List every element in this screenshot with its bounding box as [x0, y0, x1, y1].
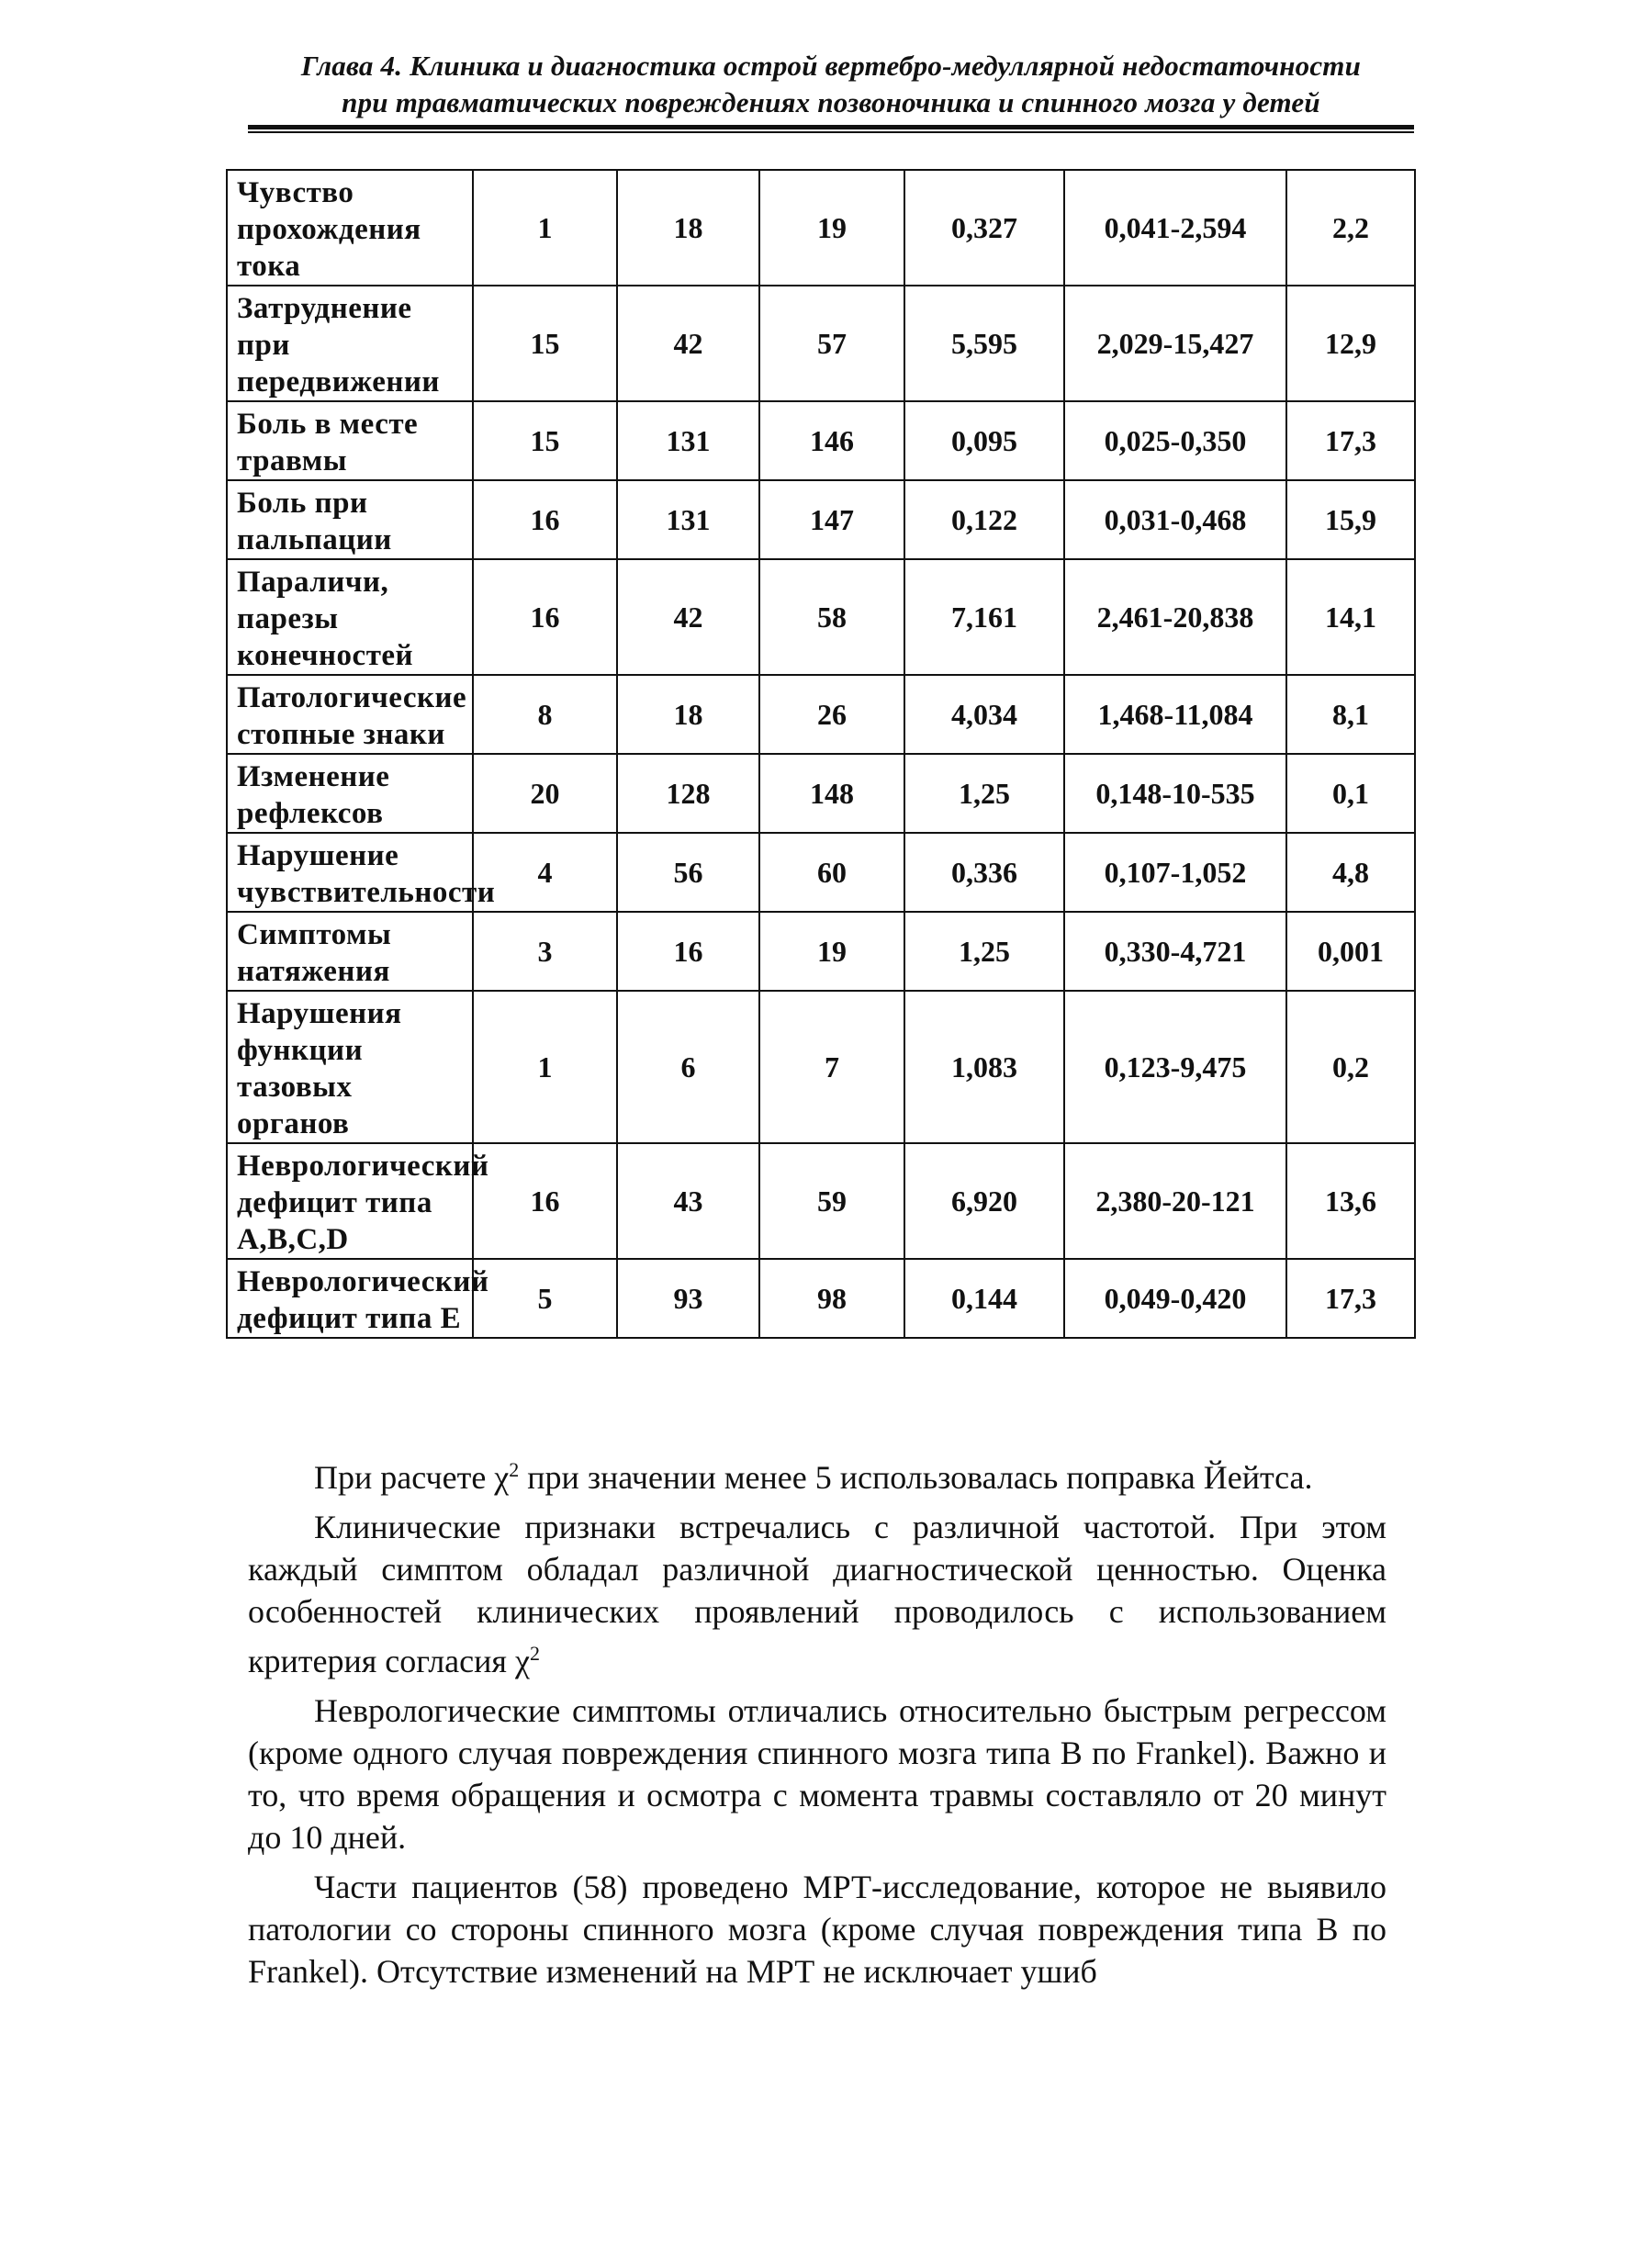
table-cell-c5: 1,468-11,084 [1064, 675, 1286, 754]
table-cell-c3: 19 [759, 170, 904, 286]
table-cell-c1: 1 [473, 991, 617, 1143]
table-cell-c5: 0,148-10-535 [1064, 754, 1286, 833]
table-cell-c2: 131 [617, 401, 759, 480]
table-cell-c1: 16 [473, 559, 617, 675]
table-cell-c2: 93 [617, 1259, 759, 1338]
table-cell-c5: 0,123-9,475 [1064, 991, 1286, 1143]
table-cell-c3: 59 [759, 1143, 904, 1259]
table-cell-c3: 146 [759, 401, 904, 480]
table-cell-c6: 17,3 [1286, 1259, 1415, 1338]
table-row [227, 559, 1415, 675]
table-cell-c6: 13,6 [1286, 1143, 1415, 1259]
table-cell-c1: 20 [473, 754, 617, 833]
table-row [227, 912, 1415, 991]
symptom-table [226, 169, 1416, 1339]
table-cell-c1: 4 [473, 833, 617, 912]
symptom-label: Симптомы натяжения [227, 912, 473, 991]
table-cell-c1: 16 [473, 480, 617, 559]
table-cell-c2: 42 [617, 559, 759, 675]
table-cell-c6: 0,001 [1286, 912, 1415, 991]
table-cell-c5: 2,461-20,838 [1064, 559, 1286, 675]
paragraph-1-start: При расчете χ [314, 1459, 510, 1496]
table-cell-c4: 0,144 [904, 1259, 1064, 1338]
table-cell-c3: 60 [759, 833, 904, 912]
running-header [248, 48, 1414, 121]
table-cell-c5: 2,380-20-121 [1064, 1143, 1286, 1259]
running-header-line-2: при травматических повреждениях позвоночника и спинного мозга у детей [342, 86, 1320, 118]
table-cell-c5: 2,029-15,427 [1064, 286, 1286, 401]
body-text [248, 1449, 1386, 2000]
paragraph-2 [248, 1506, 1386, 1682]
table-cell-c5: 0,041-2,594 [1064, 170, 1286, 286]
table-cell-c1: 8 [473, 675, 617, 754]
table-cell-c3: 7 [759, 991, 904, 1143]
table-row [227, 480, 1415, 559]
table-cell-c4: 7,161 [904, 559, 1064, 675]
symptom-label: Нарушение чувствительности [227, 833, 473, 912]
table-cell-c2: 6 [617, 991, 759, 1143]
table-cell-c6: 15,9 [1286, 480, 1415, 559]
table-cell-c1: 5 [473, 1259, 617, 1338]
table-row [227, 1143, 1415, 1259]
table-cell-c5: 0,049-0,420 [1064, 1259, 1286, 1338]
table-row [227, 991, 1415, 1143]
symptom-label: Неврологический дефицит типа Е [227, 1259, 473, 1338]
paragraph-1-end: при значении менее 5 использовалась поправка Йейтса. [519, 1459, 1313, 1496]
table-cell-c2: 18 [617, 170, 759, 286]
running-header-line-1: Глава 4. Клиника и диагностика острой вертебро-медуллярной недостаточности [300, 50, 1362, 82]
table-cell-c3: 19 [759, 912, 904, 991]
table-cell-c6: 4,8 [1286, 833, 1415, 912]
table-body [227, 170, 1415, 1338]
table-cell-c4: 1,083 [904, 991, 1064, 1143]
table-cell-c6: 2,2 [1286, 170, 1415, 286]
symptom-label: Чувство прохождения тока [227, 170, 473, 286]
header-rule [248, 125, 1414, 133]
table-cell-c1: 1 [473, 170, 617, 286]
paragraph-2-text: Клинические признаки встречались с различной частотой. При этом каждый симптом обладал различной диагностической ценностью. Оценка особенностей клинических проявлений проводилось с использованием критерия согласия χ [248, 1509, 1386, 1679]
table-cell-c4: 0,327 [904, 170, 1064, 286]
table-cell-c2: 18 [617, 675, 759, 754]
table-cell-c2: 42 [617, 286, 759, 401]
table-cell-c4: 5,595 [904, 286, 1064, 401]
table-cell-c4: 0,095 [904, 401, 1064, 480]
symptom-label: Неврологический дефицит типа A,B,C,D [227, 1143, 473, 1259]
chi-square-superscript: 2 [509, 1458, 520, 1481]
table-cell-c2: 43 [617, 1143, 759, 1259]
table-cell-c3: 147 [759, 480, 904, 559]
table-cell-c2: 16 [617, 912, 759, 991]
table-row [227, 675, 1415, 754]
table-cell-c1: 16 [473, 1143, 617, 1259]
table-cell-c5: 0,031-0,468 [1064, 480, 1286, 559]
table-row [227, 170, 1415, 286]
table-cell-c4: 0,336 [904, 833, 1064, 912]
table-row [227, 754, 1415, 833]
table-cell-c6: 8,1 [1286, 675, 1415, 754]
table-cell-c2: 131 [617, 480, 759, 559]
symptom-label: Параличи, парезы конечностей [227, 559, 473, 675]
table-cell-c1: 15 [473, 401, 617, 480]
table-cell-c5: 0,330-4,721 [1064, 912, 1286, 991]
table-cell-c5: 0,107-1,052 [1064, 833, 1286, 912]
symptom-label: Затруднение при передвижении [227, 286, 473, 401]
table-row [227, 401, 1415, 480]
table-cell-c3: 148 [759, 754, 904, 833]
symptom-label: Нарушения функции тазовых органов [227, 991, 473, 1143]
table-cell-c4: 6,920 [904, 1143, 1064, 1259]
paragraph-1 [248, 1449, 1386, 1499]
table-cell-c3: 26 [759, 675, 904, 754]
symptom-label: Боль в месте травмы [227, 401, 473, 480]
table-row [227, 286, 1415, 401]
table-cell-c2: 56 [617, 833, 759, 912]
table-cell-c4: 0,122 [904, 480, 1064, 559]
table-cell-c4: 1,25 [904, 912, 1064, 991]
table-cell-c1: 15 [473, 286, 617, 401]
table-cell-c1: 3 [473, 912, 617, 991]
table-cell-c6: 0,1 [1286, 754, 1415, 833]
paragraph-3: Неврологические симптомы отличались относительно быстрым регрессом (кроме одного случая повреждения спинного мозга типа В по Frankel). Важно и то, что время обращения и осмотра с момента травмы составляло от 20 минут до 10 дней. [248, 1692, 1386, 1856]
table-cell-c3: 58 [759, 559, 904, 675]
symptom-label: Изменение рефлексов [227, 754, 473, 833]
table-cell-c6: 14,1 [1286, 559, 1415, 675]
table-cell-c5: 0,025-0,350 [1064, 401, 1286, 480]
symptom-label: Патологические стопные знаки [227, 675, 473, 754]
chi-square-superscript: 2 [529, 1642, 540, 1665]
table-cell-c2: 128 [617, 754, 759, 833]
table-cell-c6: 0,2 [1286, 991, 1415, 1143]
table-cell-c3: 57 [759, 286, 904, 401]
table-row [227, 1259, 1415, 1338]
symptom-label: Боль при пальпации [227, 480, 473, 559]
table-cell-c4: 4,034 [904, 675, 1064, 754]
paragraph-4: Части пациентов (58) проведено МРТ-исследование, которое не выявило патологии со стороны спинного мозга (кроме случая повреждения типа В по Frankel). Отсутствие изменений на МРТ не исключает ушиб [248, 1869, 1386, 1990]
table-cell-c3: 98 [759, 1259, 904, 1338]
table-cell-c6: 12,9 [1286, 286, 1415, 401]
table-cell-c6: 17,3 [1286, 401, 1415, 480]
table-row [227, 833, 1415, 912]
table-cell-c4: 1,25 [904, 754, 1064, 833]
